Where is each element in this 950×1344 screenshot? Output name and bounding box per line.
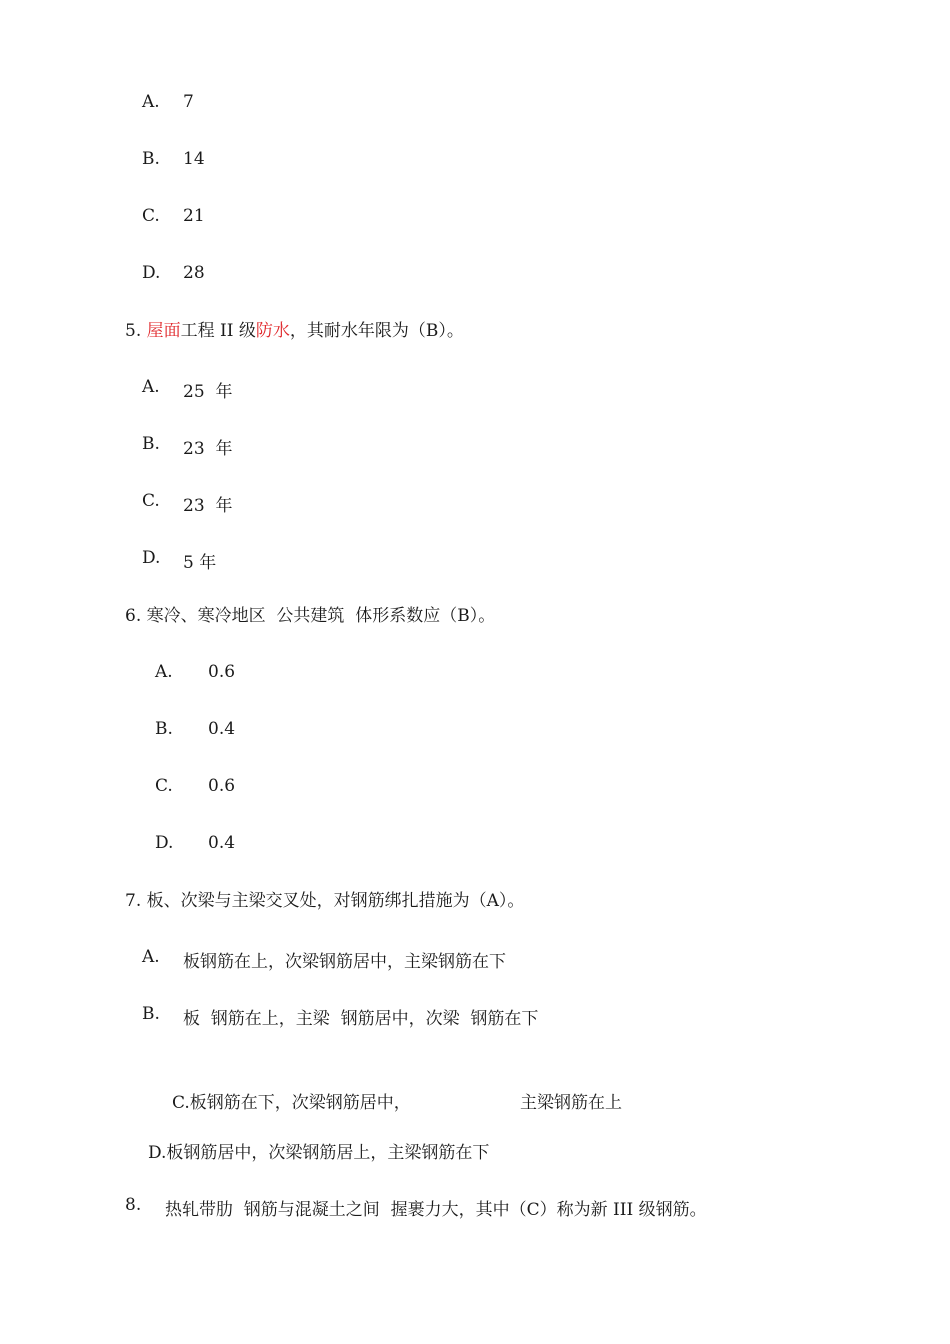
option-letter: D.: [155, 833, 174, 853]
option-text: 主梁钢筋在上: [520, 1093, 622, 1113]
option-text: 0.6: [208, 662, 236, 682]
option-letter: A.: [142, 377, 160, 397]
option-text: 板 钢筋在上，主梁 钢筋居中，次梁 钢筋在下: [183, 1009, 539, 1029]
highlight-text: 防水: [255, 321, 290, 341]
option-text: 23 年: [183, 439, 233, 459]
option-letter: A.: [155, 662, 173, 682]
question-number: 5.: [125, 321, 142, 341]
highlight-text: 屋面: [146, 321, 181, 341]
question-text: 热轧带肋 钢筋与混凝土之间 握裹力大，其中（C）称为新 III 级钢筋。: [165, 1200, 707, 1220]
option-letter: B.: [142, 434, 160, 454]
option-text: 0.6: [208, 776, 236, 796]
option-letter: B.: [142, 149, 160, 169]
question-text: ，其耐水年限为（B）。: [289, 321, 464, 341]
question-number: 8.: [125, 1195, 142, 1215]
option-letter: A.: [142, 92, 160, 112]
option-text: D.板钢筋居中，次梁钢筋居上，主梁钢筋在下: [148, 1143, 490, 1163]
option-letter: D.: [142, 263, 161, 283]
q5-question: [125, 320, 464, 342]
option-text: 25 年: [183, 382, 233, 402]
option-letter: D.: [142, 548, 161, 568]
option-text: 7: [183, 92, 194, 112]
option-text: C.板钢筋在下，次梁钢筋居中，: [172, 1093, 411, 1113]
q6-question: 6. 寒冷、寒冷地区 公共建筑 体形系数应（B）。: [125, 606, 496, 626]
option-letter: B.: [142, 1004, 160, 1024]
option-letter: B.: [155, 719, 173, 739]
option-text: 5 年: [183, 553, 217, 573]
option-letter: C.: [155, 776, 173, 796]
option-letter: C.: [142, 206, 160, 226]
option-text: 板钢筋在上，次梁钢筋居中，主梁钢筋在下: [183, 952, 506, 972]
option-text: 0.4: [208, 719, 236, 739]
option-text: 14: [183, 149, 205, 169]
option-letter: A.: [142, 947, 160, 967]
q7-question: 7. 板、次梁与主梁交叉处，对钢筋绑扎措施为（A）。: [125, 891, 525, 911]
option-text: 0.4: [208, 833, 236, 853]
option-text: 23 年: [183, 496, 233, 516]
question-text: 工程 II 级: [180, 321, 256, 341]
option-text: 21: [183, 206, 205, 226]
option-text: 28: [183, 263, 205, 283]
option-letter: C.: [142, 491, 160, 511]
